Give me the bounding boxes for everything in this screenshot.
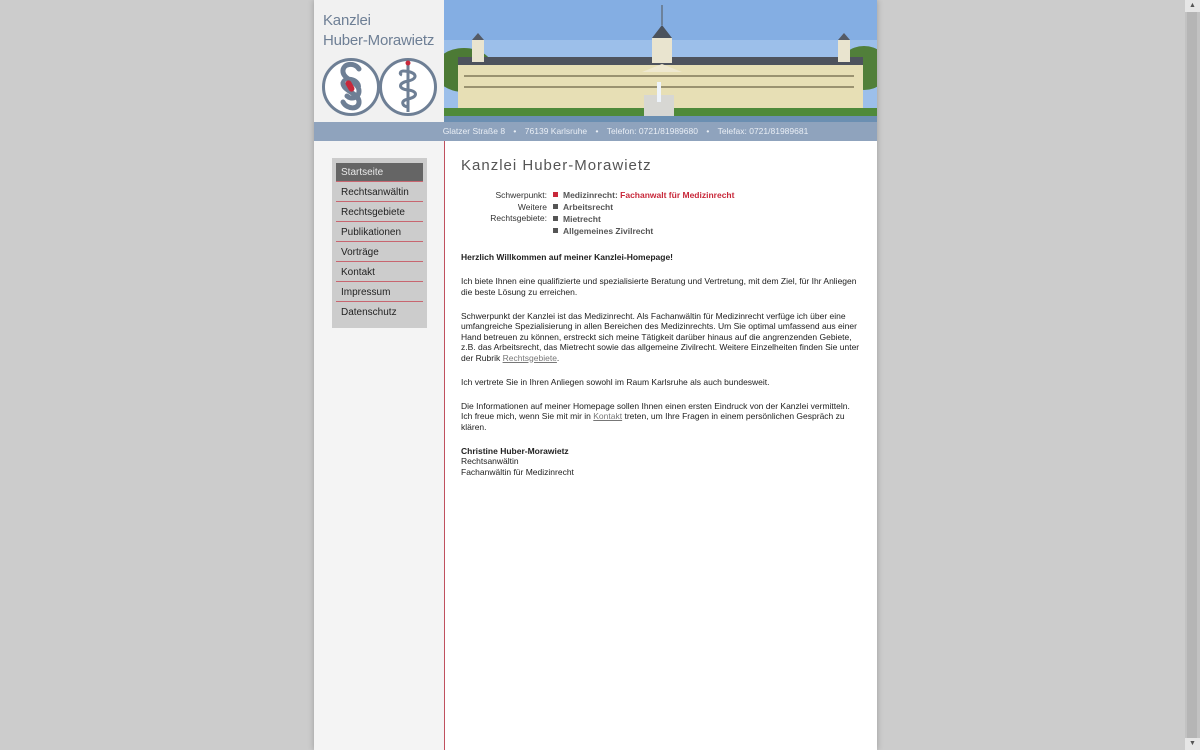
page-title: Kanzlei Huber-Morawietz [461,157,652,174]
further-area-name: Allgemeines Zivilrecht [563,226,654,236]
rechtsgebiete-link[interactable]: Rechtsgebiete [502,352,557,363]
paragraph-text: Die Informationen auf meiner Homepage sollen Ihnen einen ersten Eindruck von der Kanzlei vermitteln. Ich freue mich, wenn Sie mit mir in [461,400,850,421]
nav-item-kontakt[interactable]: Kontakt [336,263,423,282]
scroll-down-icon[interactable]: ▼ [1185,738,1200,750]
separator: • [513,126,517,136]
paragraph-icon [324,60,379,115]
primary-area-name: Medizinrecht: [563,190,618,200]
logo-title [323,11,434,51]
nav-item-rechtsanwaeltin[interactable]: Rechtsanwältin [336,183,423,202]
signature [461,446,861,478]
primary-area-label: Schwerpunkt: [495,190,547,200]
signature-name: Christine Huber-Morawietz [461,445,569,456]
further-area-name: Mietrecht [563,214,601,224]
kontakt-link[interactable]: Kontakt [593,411,623,421]
address-bar [314,122,877,141]
logo-symbols [322,54,438,120]
contact-paragraph [461,401,861,433]
logo-line-1: Kanzlei [323,12,371,29]
address-city: 76139 Karlsruhe [524,126,588,136]
separator: • [706,126,710,136]
logo[interactable] [314,0,444,122]
nav-item-startseite[interactable]: Startseite [336,163,423,182]
signature-role: Rechtsanwältin [461,456,519,466]
main-nav [332,158,427,328]
further-area [553,202,613,213]
square-bullet-icon [553,204,558,209]
legal-areas [461,190,861,238]
nav-item-datenschutz[interactable]: Datenschutz [341,307,397,318]
address-fax: Telefax: 0721/81989681 [717,126,809,136]
nav-item-impressum[interactable]: Impressum [336,283,423,302]
page-container [314,0,877,750]
vertical-scrollbar[interactable] [1185,0,1200,750]
separator: • [595,126,599,136]
sidebar [314,141,445,750]
welcome-heading: Herzlich Willkommen auf meiner Kanzlei-Homepage! [461,252,673,262]
further-areas-label: Weitere Rechtsgebiete: [490,202,547,223]
nav-item-publikationen[interactable]: Publikationen [336,223,423,242]
scroll-up-icon[interactable]: ▲ [1185,0,1200,12]
palace-image [444,0,877,122]
caduceus-icon [381,60,436,115]
header-image [444,0,877,122]
intro-paragraph: Ich biete Ihnen eine qualifizierte und spezialisierte Beratung und Vertretung, mit dem Ziel, für Ihr Anliegen die beste Lösung zu erreichen. [461,276,857,297]
further-area [553,214,601,225]
red-square-icon [553,192,558,197]
region-paragraph: Ich vertrete Sie in Ihren Anliegen sowohl im Raum Karlsruhe als auch bundesweit. [461,376,770,387]
nav-item-vortraege[interactable]: Vorträge [336,243,423,262]
square-bullet-icon [553,228,558,233]
logo-line-2: Huber-Morawietz [323,32,435,49]
header [314,0,877,122]
nav-item-rechtsgebiete[interactable]: Rechtsgebiete [336,203,423,222]
primary-area-specialist: Fachanwalt für Medizinrecht [620,190,735,200]
address-street: Glatzer Straße 8 [442,126,506,136]
further-area-name: Arbeitsrecht [563,202,614,212]
signature-specialty: Fachanwältin für Medizinrecht [461,466,574,477]
main-content [461,157,861,477]
paragraph-text: . [556,352,560,363]
paragraph-text: treten, um Ihre Fragen in einem persönlichen Gespräch zu klären. [461,411,845,432]
further-area [553,226,653,237]
focus-paragraph [461,311,861,364]
square-bullet-icon [553,216,558,221]
address-phone: Telefon: 0721/81989680 [606,126,698,136]
primary-area [553,190,734,201]
scrollbar-thumb[interactable] [1187,12,1197,738]
paragraph-text: Schwerpunkt der Kanzlei ist das Medizinrecht. Als Fachanwältin für Medizinrecht verfüge ich über eine umfangreiche Spezialisierung in allen Bereichen des Medizinrechts. Um Sie optimal umfassend aus einer Hand betreuen zu können, erstreckt sich meine Tätigkeit darüber hinaus auf die angrenzenden Gebiete, z.B. das Arbeitsrecht, das Mietrecht sowie das allgemeine Zivilrecht. Weitere Einzelheiten finden Sie unter der Rubrik [461,310,860,363]
